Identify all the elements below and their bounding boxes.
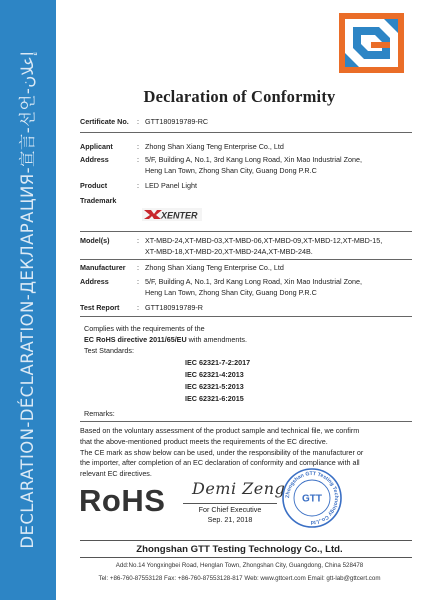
certificate-label: Certificate No.: [80, 117, 129, 126]
gtt-logo: [339, 13, 404, 73]
standard-item: IEC 62321-7-2:2017: [185, 358, 251, 367]
applicant-label: Applicant: [80, 142, 113, 151]
xenter-brand-logo: [142, 208, 202, 221]
manufacturer-value: Zhong Shan Xiang Teng Enterprise Co., Ltd: [145, 263, 284, 272]
directive-line: [84, 335, 247, 346]
manufacturer-address-label: Address: [80, 277, 109, 286]
test-report-value: GTT180919789-R: [145, 303, 203, 312]
remarks-line: the importer, after completion of an EC declaration of conformity and compliance with all: [80, 458, 360, 468]
document-title: Declaration of Conformity: [143, 87, 336, 106]
signature-date: Sep. 21, 2018: [207, 515, 253, 524]
signature: Demi Zeng: [192, 479, 286, 498]
remarks-line: that the above-mentioned product meets the requirements of the EC directive.: [80, 436, 328, 446]
standard-item: IEC 62321-5:2013: [185, 382, 244, 391]
address-line-1: 5/F, Building A, No.1, 3rd Kang Long Road, Xin Mao Industrial Zone,: [145, 155, 362, 164]
models-line-1: XT-MBD-24,XT-MBD-03,XT-MBD-06,XT-MBD-09,XT-MBD-12,XT-MBD-15,: [145, 236, 383, 245]
applicant-value: Zhong Shan Xiang Teng Enterprise Co., Ltd: [145, 142, 284, 151]
manufacturer-address-line-1: 5/F, Building A, No.1, 3rd Kang Long Road, Xin Mao Industrial Zone,: [145, 277, 362, 286]
footer-company: Zhongshan GTT Testing Technology Co., Ltd.: [136, 544, 343, 555]
test-report-label: Test Report: [80, 303, 120, 312]
manufacturer-label: Manufacturer: [80, 263, 126, 272]
remarks-label: Remarks:: [84, 409, 115, 418]
footer-contact: Tel: +86-760-87553128 Fax: +86-760-87553128-817 Web: www.gttcert.com Email: gtt-lab@gttcert.com: [98, 575, 381, 582]
address-label: Address: [80, 155, 109, 164]
product-label: Product: [80, 181, 108, 190]
rohs-mark: RoHS: [79, 483, 166, 518]
standard-item: IEC 62321-6:2015: [185, 394, 244, 403]
sidebar-banner: [0, 0, 56, 600]
sidebar-text: DECLARATION-DÉCLARATION-ДЕКЛАРАЦИЯ-宣言-선언-إعلان: [18, 51, 37, 549]
footer-divider: [80, 557, 412, 558]
remarks-line: relevant EC directives.: [80, 469, 152, 479]
company-seal: [281, 467, 343, 529]
certificate-number: GTT180919789-RC: [145, 117, 209, 126]
brand-text: XENTER: [161, 210, 198, 221]
signature-line: [183, 503, 277, 504]
remarks-line: Based on the voluntary assessment of the product sample and technical file, we confirm: [80, 426, 360, 435]
standards-label: Test Standards:: [84, 346, 134, 355]
standard-item: IEC 62321-4:2013: [185, 370, 244, 379]
seal-ring-text: Zhongshan GTT Testing Technology Co.,Ltd: [284, 470, 340, 526]
certificate-page: DECLARATION-DÉCLARATION-ДЕКЛАРАЦИЯ-宣言-선언-إعلان Declaration of Conformity Certificate No. : GTT180919789-RC Applicant : Zhong Shan Xiang Teng Enterprise Co., Ltd Address : 5/F, Building A, No.1, 3rd Kang Long Road, Xin Mao Industrial Zone, Heng Lan Town, Zhong Shan City, Guang Dong P.R.C Product : LED Panel Light Trademark XENTER Model(s) : XT-MBD-24,XT-MBD-03,XT-MBD-06,XT-MBD-09,XT-MBD-12,XT-MBD-15, XT-MBD-18,XT-MBD-20,XT-MBD-24A,XT-MBD-24B. Manufacturer : Zhong Shan Xiang Teng Enterprise Co., Ltd Address : 5/F, Building A, No.1, 3rd Kang Long Road, Xin Mao Industrial Zone, Heng Lan Town, Zhong Shan City, Guang Dong P.R.C Test Report : GTT180919789-R Complies with the requirements of the EC RoHS directive 2011/65/EU with amendments. Test Standards: IEC 62321-7-2:2017 IEC 62321-4:2013 IEC 62321-5:2013 IEC 62321-6:2015 Remarks: Based on the voluntary assessment of the product sample and technical file, we confirm that the above-mentioned product meets the requirements of the EC directive. The CE mark as show below can be used, under the responsibility of the manufacturer or the importer, after completion of an EC declaration of conformity and compliance with all relevant EC directives. RoHS Demi Zeng For Chief Executive Sep. 21, 2018 Zhongshan GTT Testing Technology Co.,Ltd GTT Zhongshan GTT Testing Technology Co., Ltd. Add:No.14 Yongxingbei Road, Henglan Town, Zhongshan City, Guangdong, China 528478 Tel: +86-760-87553128 Fax: +86-760-87553128-817 Web: www.gttcert.com Email: gtt-lab@gttcert.com: [0, 0, 423, 600]
directive-name: EC RoHS directive 2011/65/EU: [84, 335, 187, 344]
product-value: LED Panel Light: [145, 181, 197, 190]
trademark-label: Trademark: [80, 196, 117, 205]
remarks-line: The CE mark as show below can be used, under the responsibility of the manufacturer or: [80, 447, 364, 457]
models-label: Model(s): [80, 236, 110, 245]
seal-center-text: GTT: [302, 493, 322, 505]
trademark-row: [80, 196, 405, 228]
address-line-2: Heng Lan Town, Zhong Shan City, Guang Dong P.R.C: [145, 166, 317, 175]
complies-text: Complies with the requirements of the: [84, 324, 205, 333]
footer-divider: [80, 540, 412, 541]
divider: [80, 132, 412, 133]
divider: [80, 421, 412, 422]
manufacturer-address-line-2: Heng Lan Town, Zhong Shan City, Guang Dong P.R.C: [145, 288, 317, 297]
remarks-body: [80, 426, 405, 480]
footer-address: Add:No.14 Yongxingbei Road, Henglan Town, Zhongshan City, Guangdong, China 528478: [115, 562, 364, 569]
signatory-title: For Chief Executive: [198, 505, 262, 514]
amendments-text: with amendments.: [186, 335, 247, 344]
models-line-2: XT-MBD-18,XT-MBD-20,XT-MBD-24A,XT-MBD-24B.: [145, 247, 313, 256]
divider: [80, 231, 412, 232]
divider: [80, 259, 412, 260]
divider: [80, 316, 412, 317]
